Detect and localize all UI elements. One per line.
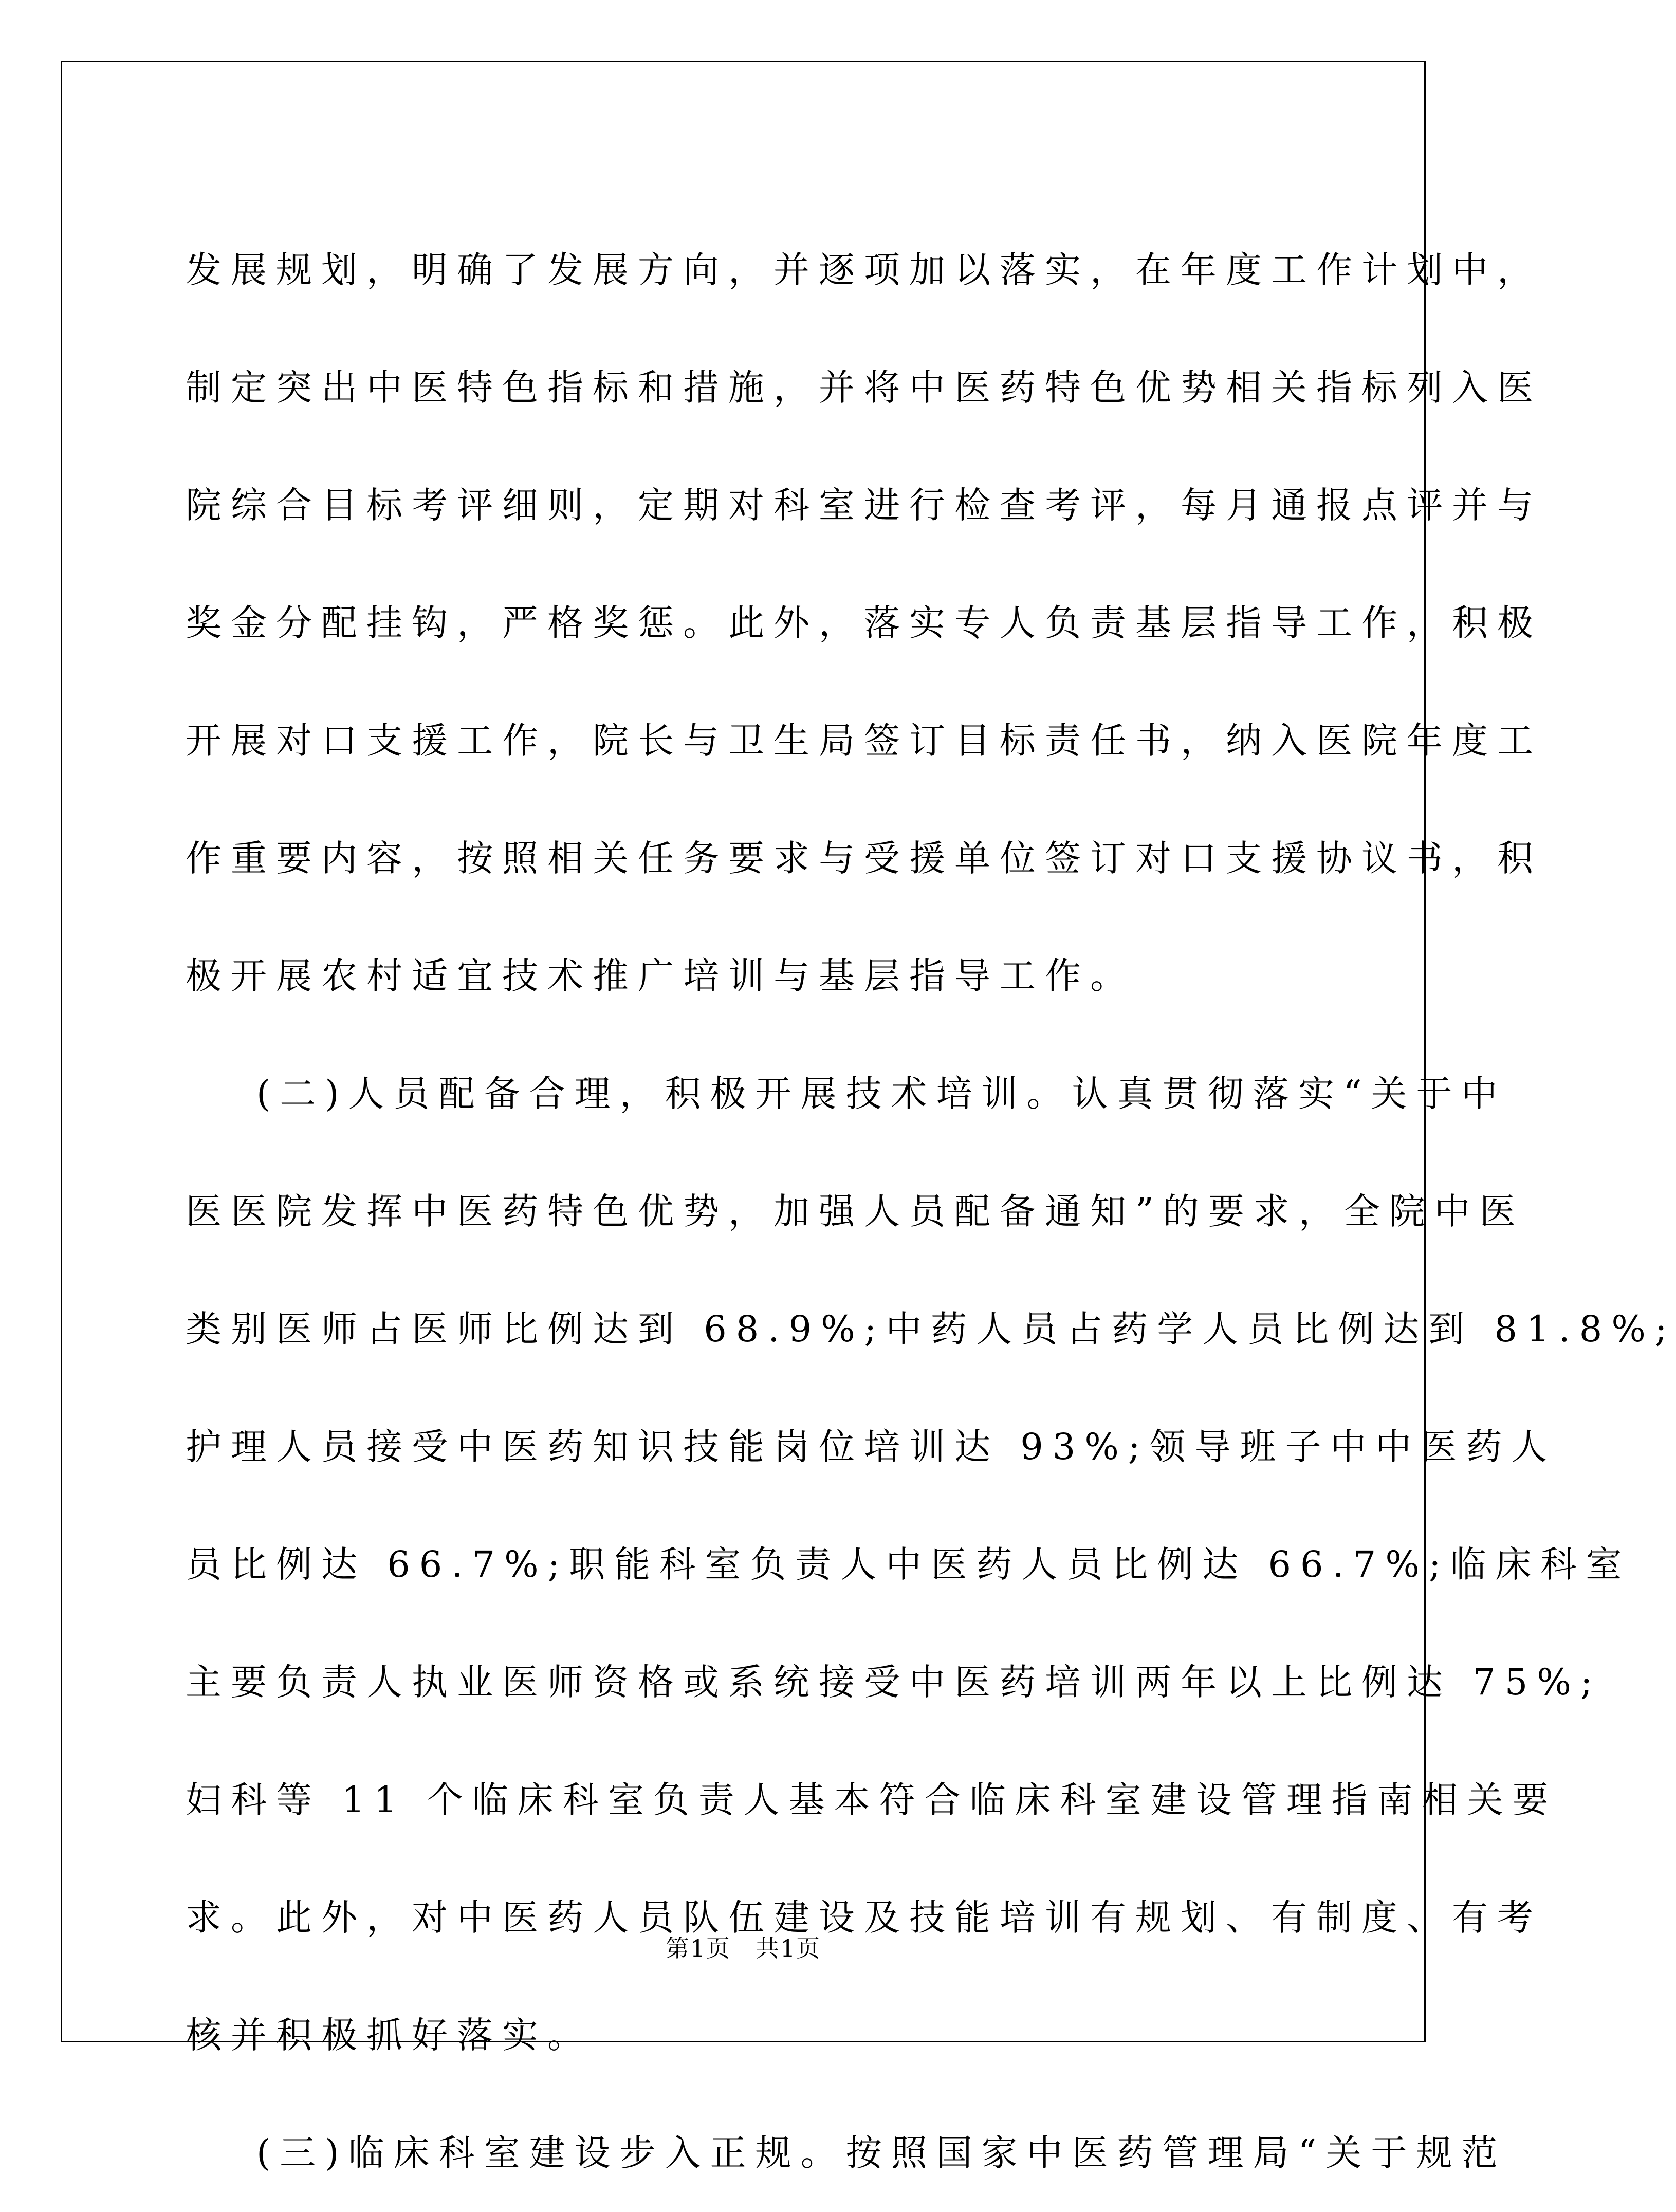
text-line: 开展对口支援工作，院长与卫生局签订目标责任书，纳入医院年度工 (186, 720, 1542, 762)
text-line: 类别医师占医师比例达到 68.9%;中药人员占药学人员比例达到 81.8%; (186, 1308, 1676, 1350)
text-line: 求。此外，对中医药人员队伍建设及技能培训有规划、有制度、有考 (186, 1896, 1542, 1939)
text-line: 制定突出中医特色指标和措施，并将中医药特色优势相关指标列入医 (186, 366, 1542, 409)
document-page (61, 61, 1676, 2174)
paragraph-heading-line: (三)临床科室建设步入正规。按照国家中医药管理局“关于规范 (256, 2132, 1507, 2174)
text-line: 妇科等 11 个临床科室负责人基本符合临床科室建设管理指南相关要 (186, 1779, 1558, 1821)
text-line: 作重要内容，按照相关任务要求与受援单位签订对口支援协议书，积 (186, 837, 1542, 879)
text-line: 医医院发挥中医药特色优势，加强人员配备通知”的要求，全院中医 (186, 1190, 1525, 1232)
text-line: 奖金分配挂钩，严格奖惩。此外，落实专人负责基层指导工作，积极 (186, 602, 1542, 644)
text-line: 发展规划，明确了发展方向，并逐项加以落实，在年度工作计划中， (186, 249, 1542, 291)
text-line: 主要负责人执业医师资格或系统接受中医药培训两年以上比例达 75%; (186, 1661, 1602, 1703)
text-line: 护理人员接受中医药知识技能岗位培训达 93%;领导班子中中医药人 (186, 1426, 1557, 1468)
paragraph-1 (186, 211, 1542, 1035)
text-line: 极开展农村适宜技术推广培训与基层指导工作。 (186, 955, 1135, 997)
paragraph-heading-line: (二)人员配备合理，积极开展技术培训。认真贯彻落实“关于中 (256, 1073, 1507, 1115)
page-footer: 第1页 共1页 (665, 1934, 821, 1962)
text-line: 核并积极抓好落实。 (186, 2014, 593, 2056)
text-line: 员比例达 66.7%;职能科室负责人中医药人员比例达 66.7%;临床科室 (186, 1543, 1631, 1586)
document-body (186, 211, 1676, 2212)
paragraph-3 (186, 2094, 1507, 2212)
text-line: 院综合目标考评细则，定期对科室进行检查考评，每月通报点评并与 (186, 484, 1542, 526)
